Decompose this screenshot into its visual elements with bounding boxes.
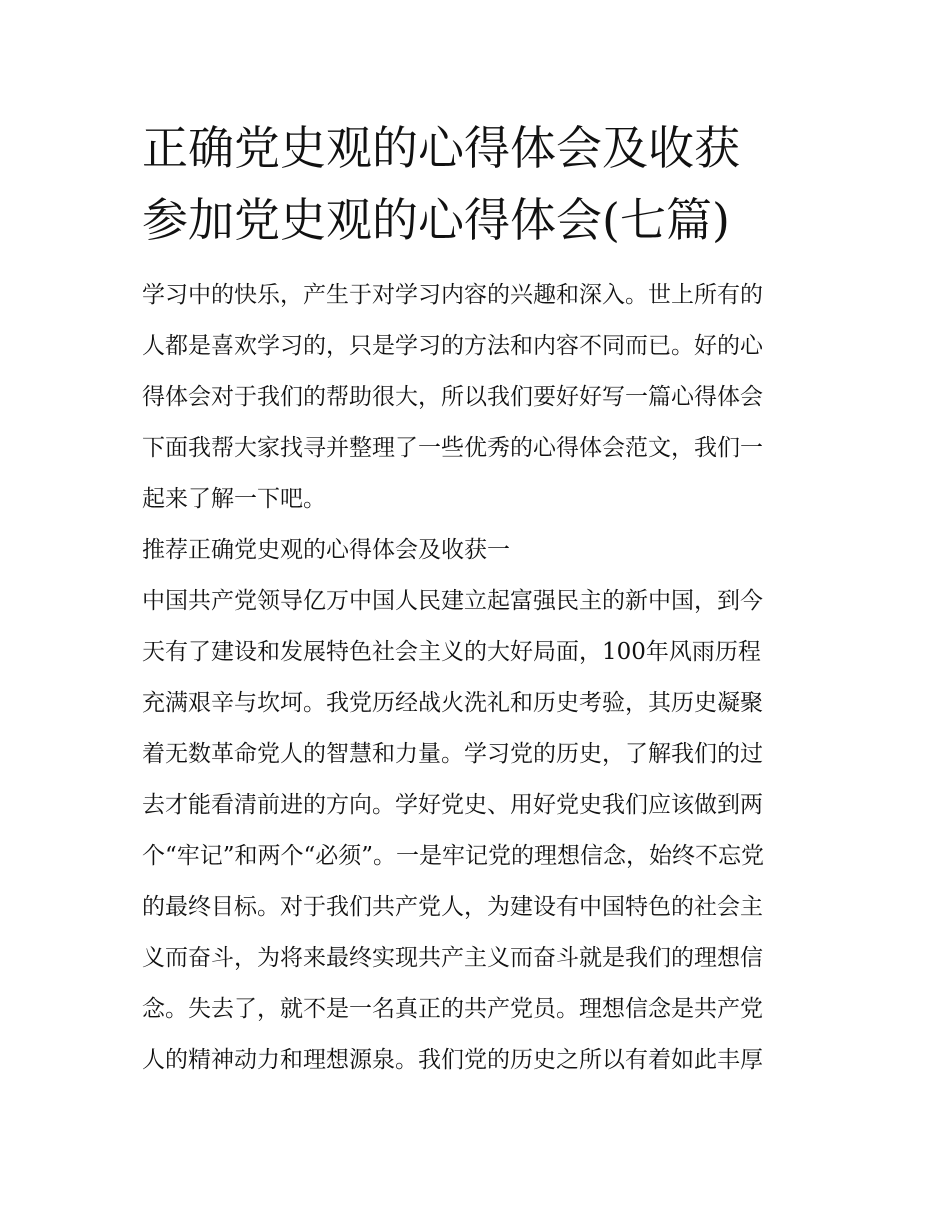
body-line-1: 中国共产党领导亿万中国人民建立起富强民主的新中国，到今 (142, 588, 763, 614)
intro-line-5: 起来了解一下吧。 (142, 486, 326, 512)
intro-line-1: 学习中的快乐，产生于对学习内容的兴趣和深入。世上所有的 (142, 282, 763, 308)
body-line-7: 的最终目标。对于我们共产党人，为建设有中国特色的社会主 (142, 894, 763, 920)
intro-paragraph (142, 270, 814, 525)
document-title (142, 112, 814, 256)
body-paragraph (142, 576, 814, 1086)
body-line-10: 人的精神动力和理想源泉。我们党的历史之所以有着如此丰厚 (142, 1047, 763, 1073)
body-line-8: 义而奋斗，为将来最终实现共产主义而奋斗就是我们的理想信 (142, 945, 763, 971)
body-line-5: 去才能看清前进的方向。学好党史、用好党史我们应该做到两 (142, 792, 763, 818)
document-page (142, 112, 814, 1086)
body-line-6: 个“牢记”和两个“必须”。一是牢记党的理想信念，始终不忘党 (142, 843, 765, 869)
body-line-9: 念。失去了，就不是一名真正的共产党员。理想信念是共产党 (142, 996, 763, 1022)
body-line-4: 着无数革命党人的智慧和力量。学习党的历史，了解我们的过 (142, 741, 763, 767)
body-line-3: 充满艰辛与坎坷。我党历经战火洗礼和历史考验，其历史凝聚 (142, 690, 763, 716)
title-line-2: 参加党史观的心得体会(七篇) (142, 193, 730, 247)
intro-line-2: 人都是喜欢学习的，只是学习的方法和内容不同而已。好的心 (142, 333, 763, 359)
title-line-1: 正确党史观的心得体会及收获 (142, 121, 740, 175)
section-heading: 推荐正确党史观的心得体会及收获一 (142, 537, 510, 563)
intro-line-3: 得体会对于我们的帮助很大，所以我们要好好写一篇心得体会 (142, 384, 763, 410)
body-line-2: 天有了建设和发展特色社会主义的大好局面，100年风雨历程 (142, 639, 761, 665)
intro-line-4: 下面我帮大家找寻并整理了一些优秀的心得体会范文，我们一 (142, 435, 763, 461)
